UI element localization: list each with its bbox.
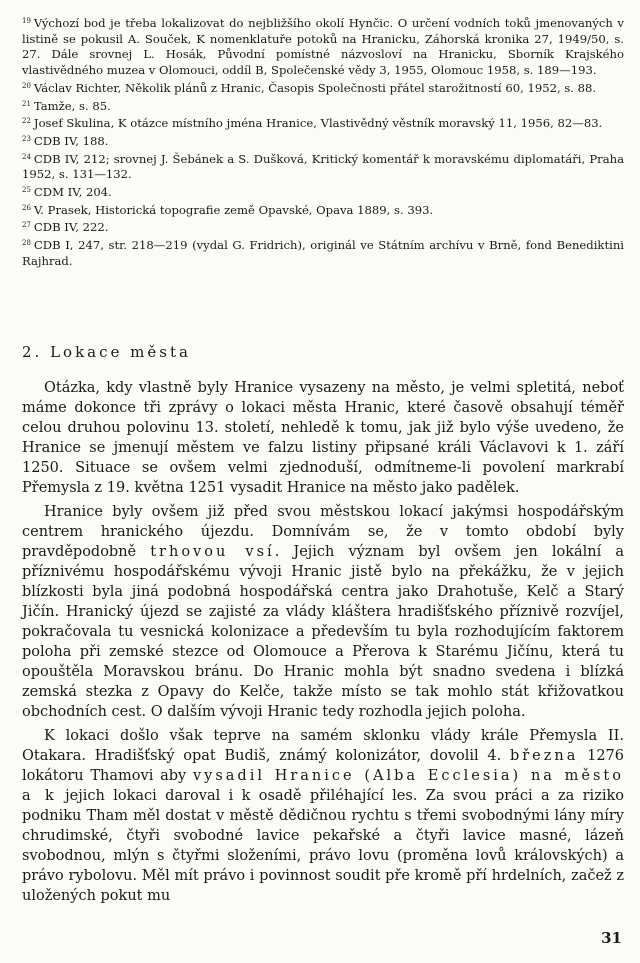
footnote-number: 27 (22, 221, 31, 230)
emphasis-spaced: trhovou vsí (150, 544, 275, 560)
footnote-number: 19 (22, 17, 31, 25)
footnote-text: Václav Richter, Několik plánů z Hranic, Časopis Společnosti přátel starožitností 60, 1952, s. 88. (33, 80, 597, 95)
page-number: 31 (601, 929, 622, 947)
footnote-number: 20 (22, 81, 31, 90)
footnote-text: CDM IV, 204. (33, 185, 112, 200)
footnote (22, 79, 624, 97)
emphasis-spaced: března (509, 748, 579, 764)
footnote-text: CDB IV, 222. (33, 220, 109, 235)
footnote (22, 183, 624, 201)
paragraph: Otázka, kdy vlastně byly Hranice vysazeny na město, je velmi spletitá, neboť máme dokonce tři zprávy o lokaci města Hranic, které časově obsahují téměř celou druhou polovinu 13. století, nehledě k tomu, jak již bylo výše uvedeno, že Hranice se jmenují městem ve falzu listiny připsané králi Václavovi k 1. září 1250. Situace se ovšem velmi zjednoduší, odmítneme-li povolení markrabí Přemysla z 19. května 1251 vysadit Hranice na město jako padělek. (22, 380, 624, 496)
footnote-text: Josef Skulina, K otázce místního jména Hranice, Vlastivědný věstník moravský 11, 1956, 82—83. (33, 116, 603, 131)
footnote (22, 132, 624, 150)
footnote (22, 236, 624, 269)
footnotes (22, 14, 624, 270)
footnote-text: Tamže, s. 85. (33, 98, 111, 113)
footnote-text: Výchozí bod je třeba lokalizovat do nejbližšího okolí Hynčic. O určení vodních toků jmenovaných v listině se pokusil A. Souček, K nomenklatuře potoků na Hranicku, Záhorská kronika 27, 1949/50, s. 27. Dále srovnej L. Hosák, Původní pomístné názvosloví na Hranicku, Sborník Krajského vlastivědného muzea v Olomouci, oddíl B, Společenské vědy 3, 1955, Olomouc 1958, s. 189—193. (22, 16, 624, 78)
text-run: 1276 lokátoru Thamovi aby (22, 748, 625, 784)
footnote (22, 150, 624, 183)
footnote-number: 23 (22, 134, 31, 143)
footnote-number: 22 (22, 117, 31, 126)
paragraph (22, 502, 624, 722)
text-run: Hranice byly ovšem již před svou městskou lokací jakýmsi hospodářským centrem hranického újezdu. Domnívám se, že v tomto období byly pravděpodobně (22, 504, 624, 560)
footnote (22, 114, 624, 132)
emphasis-spaced: vysadil Hranice (Alba Ecclesia) na město a k (22, 768, 624, 804)
text-run: jejich lokaci daroval i k osadě přiléhající les. Za svou práci a za riziko podniku Tham měl dostat v městě dědičnou rychtu s třemi svobodnými lány míry chrudimské, čtyři svobodné lavice pekařské a čtyři lavice masné, lázeň svobodnou, mlýn s čtyřmi složeními, právo lovu (proměna lovů královských) a právo rybolovu. Měl mít právo i povinnost soudit pře kromě pří hrdelních, začež z uložených pokut mu (22, 788, 624, 904)
footnote-number: 26 (22, 203, 31, 212)
footnote-text: CDB I, 247, str. 218—219 (vydal G. Fridrich), originál ve Státním archívu v Brně, fond Benediktini Rajhrad. (22, 238, 624, 268)
paragraph (22, 726, 624, 906)
footnote-number: 25 (22, 186, 31, 195)
text-run: . Jejich význam byl ovšem jen lokální a příznivému hospodářskému vývoji Hranic jistě bylo na překážku, že v jejich blízkosti byla jiná podobná hospodářská centra jako Drahotuše, Kelč a Starý Jičín. Hranický újezd se zajisté za vlády kláštera hradišťského příznivě rozvíjel, pokračovala tu vesnická kolonizace a především tu byla rozhodujícím faktorem poloha při zemské stezce od Olomouce a Přerova k Starému Jičínu, která tu opouštěla Moravskou bránu. Do Hranic mohla být snadno svedena i blízká zemská stezka z Opavy do Kelče, takže místo se tak mohlo stát křižovatkou obchodních cest. O dalším vývoji Hranic tedy rozhodla jejich poloha. (22, 544, 624, 720)
footnote-text: CDB IV, 212; srovnej J. Šebánek a S. Dušková, Kritický komentář k moravskému diplomatáři, Praha 1952, s. 131—132. (22, 151, 624, 182)
footnote (22, 218, 624, 236)
footnote-number: 24 (22, 152, 31, 161)
footnote (22, 14, 624, 79)
text-run: K lokaci došlo však teprve na samém sklonku vlády krále Přemysla II. Otakara. Hradišťský opat Budiš, známý kolonizátor, dovolil 4. (22, 728, 624, 764)
footnote (22, 201, 624, 219)
footnote-text: V. Prasek, Historická topografie země Opavské, Opava 1889, s. 393. (33, 202, 434, 217)
section-heading: 2. Lokace města (22, 343, 191, 361)
footnote-number: 21 (22, 99, 31, 108)
footnote (22, 97, 624, 115)
footnote-number: 28 (22, 239, 31, 248)
footnote-text: CDB IV, 188. (33, 133, 109, 148)
body-text (22, 378, 624, 910)
